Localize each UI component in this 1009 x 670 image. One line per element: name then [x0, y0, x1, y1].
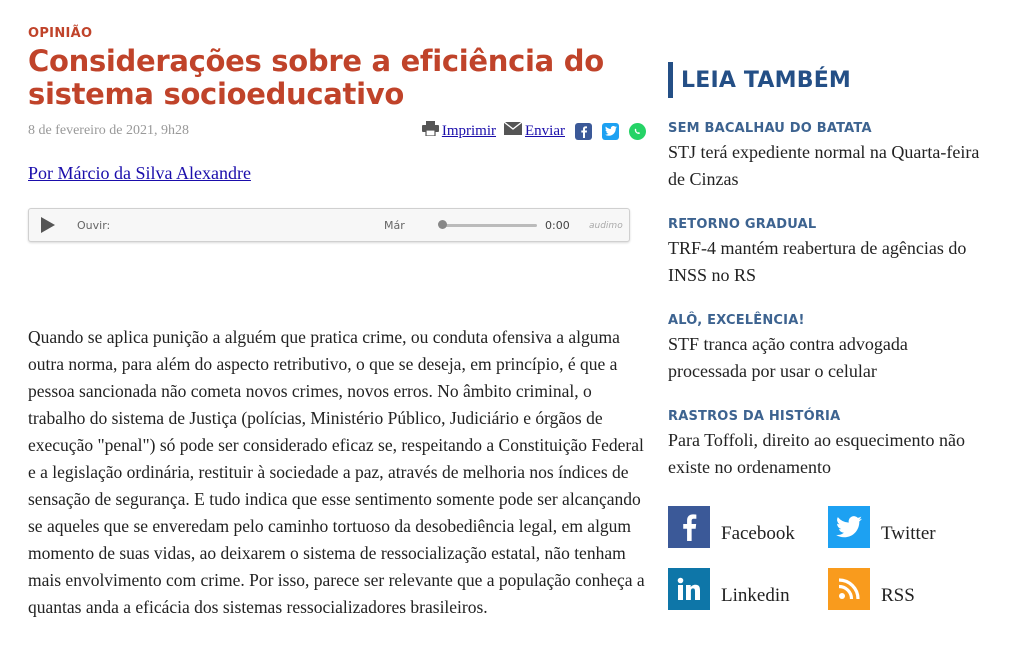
sidebar-heading-text: LEIA TAMBÉM: [681, 67, 852, 93]
sidebar-item[interactable]: [668, 313, 988, 385]
sidebar-item-headline[interactable]: STF tranca ação contra advogada processada por usar o celular: [668, 334, 908, 381]
article-kicker[interactable]: OPINIÃO: [28, 26, 93, 41]
article-main: [28, 22, 648, 621]
send-label[interactable]: Enviar: [525, 122, 565, 139]
facebook-link[interactable]: [668, 506, 795, 548]
linkedin-link[interactable]: [668, 568, 790, 610]
audio-player: [28, 208, 630, 242]
facebook-icon: [668, 506, 710, 548]
play-icon[interactable]: [41, 217, 55, 233]
article-body: Quando se aplica punição a alguém que pratica crime, ou conduta ofensiva a alguma outra norma, para além do aspecto retributivo, o que se deseja, em princípio, é que a pessoa sancionada não cometa novos crimes, novos erros. No âmbito criminal, o trabalho do sistema de Justiça (polícias, Ministério Público, Judiciário e órgãos de execução "penal") só pode ser considerado eficaz se, respeitando a Constituição Federal e a legislação ordinária, restituir à sociedade a paz, através de melhoria nos índices de sensação de segurança. E tudo indica que esse sentimento somente pode ser alcançando se aqueles que se enveredam pelo caminho tortuoso da desobediência legal, em algum momento de suas vidas, ao deixarem o sistema de ressocialização estatal, não tenham mais envolvimento com crime. Por isso, parece ser relevante que a população conheça a quantas anda a eficácia dos sistemas ressocializadores brasileiros.: [28, 327, 645, 617]
envelope-icon: [504, 122, 522, 140]
byline: [28, 163, 648, 184]
twitter-icon: [828, 506, 870, 548]
page-title: Considerações sobre a eficiência do sistema socioeducativo: [28, 44, 604, 111]
article-meta: [28, 119, 648, 145]
sidebar-item-category[interactable]: RASTROS DA HISTÓRIA: [668, 409, 841, 424]
facebook-share-icon[interactable]: [575, 123, 592, 140]
sidebar-heading: [668, 62, 988, 98]
sidebar-item-headline[interactable]: STJ terá expediente normal na Quarta-feira de Cinzas: [668, 142, 980, 189]
sidebar-item[interactable]: [668, 121, 988, 193]
rss-icon: [828, 568, 870, 610]
player-time: 0:00: [545, 219, 570, 232]
player-label: Ouvir:: [77, 219, 111, 232]
sidebar-item-headline[interactable]: Para Toffoli, direito ao esquecimento não existe no ordenamento: [668, 430, 965, 477]
sidebar-item[interactable]: [668, 217, 988, 289]
sidebar-item-category[interactable]: ALÔ, EXCELÊNCIA!: [668, 313, 805, 328]
print-link[interactable]: [422, 121, 496, 141]
player-speed[interactable]: Már: [384, 219, 405, 232]
author-link[interactable]: Por Márcio da Silva Alexandre: [28, 163, 251, 183]
rss-label[interactable]: RSS: [881, 585, 915, 606]
print-label[interactable]: Imprimir: [441, 122, 497, 139]
printer-icon: [422, 121, 439, 141]
sidebar: [668, 62, 988, 481]
whatsapp-share-icon[interactable]: [629, 123, 646, 140]
facebook-label[interactable]: Facebook: [721, 523, 795, 544]
twitter-link[interactable]: [828, 506, 936, 548]
heading-bar: [668, 62, 673, 98]
twitter-share-icon[interactable]: [602, 123, 619, 140]
twitter-label[interactable]: Twitter: [881, 523, 936, 544]
article-date: 8 de fevereiro de 2021, 9h28: [28, 123, 189, 138]
rss-link[interactable]: [828, 568, 915, 610]
send-link[interactable]: [504, 122, 565, 140]
sidebar-item-category[interactable]: RETORNO GRADUAL: [668, 217, 817, 232]
player-progress-knob[interactable]: [438, 220, 447, 229]
share-toolbar: [414, 121, 646, 141]
player-progress-track[interactable]: [441, 224, 537, 227]
player-brand: audimo: [589, 221, 623, 231]
linkedin-icon: [668, 568, 710, 610]
linkedin-label[interactable]: Linkedin: [721, 585, 790, 606]
sidebar-item-headline[interactable]: TRF-4 mantém reabertura de agências do INSS no RS: [668, 238, 967, 285]
sidebar-item[interactable]: [668, 409, 988, 481]
sidebar-item-category[interactable]: SEM BACALHAU DO BATATA: [668, 121, 872, 136]
